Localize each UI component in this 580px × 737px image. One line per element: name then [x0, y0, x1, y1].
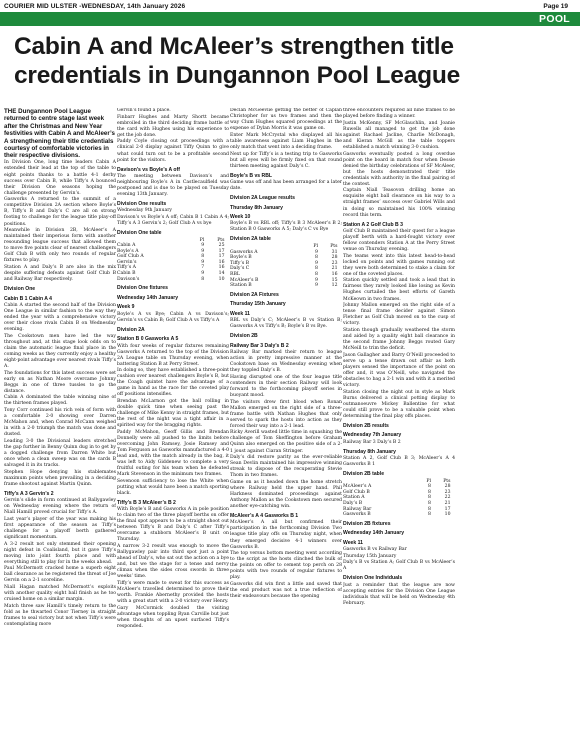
paragraph: RBL vs Daly’s C; McAleer’s B vs Station B; Gasworks A vs Tiffy’s B; Boyle’s B vs Bye.: [230, 318, 342, 330]
paragraph: Stephen Hope denying his stablemates maximum points when prevailing in a deciding frame shootout against Martin Quinn.: [4, 469, 116, 487]
article-column-2: [117, 108, 229, 730]
team-name-cell: Station B: [230, 283, 252, 289]
table-value-cell: 14: [218, 271, 225, 277]
table-value-cell: 9: [201, 271, 205, 277]
table-value-cell: 8: [428, 495, 431, 501]
table-value-cell: 17: [444, 506, 451, 512]
subheading: Wednesday 14th January: [117, 294, 179, 301]
paragraph: The teams went into this latest head-to-head locked on points and with games running out they were both determined to stake a claim for one of the coveted places.: [343, 253, 455, 277]
paragraph: Gervin’s slide in form continued at Ballygawley on Wednesday evening where the return of Niall Hamill proved crucial for Tiffy’s A.: [4, 498, 116, 516]
paragraph: Game on as it headed down the home stretch where Railway held the upper hand. Phil Harkness dominated proceedings against Anthony Mallon as the Cookstown men secured another eye-catching win.: [230, 479, 342, 510]
subheading: Week 11: [230, 310, 251, 317]
paragraph: Brendan McLarnon got the ball rolling in double quick time when seeing past the challenge of Mike Kenny in straight frames, but the rest of the night was a tight affair in a spirited way for the bragging rights.: [117, 399, 229, 429]
table-value-cell: 9: [201, 248, 205, 254]
table-value-cell: 8: [201, 276, 205, 282]
table-header-cell: Pts: [217, 237, 225, 243]
table-value-cell: 8: [428, 500, 431, 506]
paragraph: three encounters required all nine frames to be played before finding a winner.: [343, 108, 455, 120]
table-value-cell: 9: [201, 243, 205, 249]
subheading: Thursday 8th January: [230, 204, 283, 211]
table-value-cell: 16: [331, 271, 338, 277]
paragraph: Station though gradually weathered the storm and aided by a quality eight ball clearance in the second frame Johnny Beggs routed Gary McNeill to trim the deficit.: [343, 327, 455, 352]
table-header-cell: Pl: [313, 244, 318, 249]
subheading: Division 2B: [230, 333, 258, 340]
paragraph: Boyle’s B vs RBL off; Tiffy’s B 3 McAleer’s B 2; Station B 0 Gasworks A 5; Daly’s C vs Bye: [230, 221, 342, 233]
subheading: Thursday 8th January: [343, 448, 396, 455]
paragraph: Thursday 15th January: [343, 553, 397, 559]
table-header-cell: Pts: [330, 244, 338, 249]
paragraph: Gasworks A returned to the summit of a competitive Division 2A section where Boyle’s B, Tiffy’s B and Daly’s C are all on strong footing to challenge for the league title play-off positions.: [4, 197, 116, 227]
paragraph: Niall Hagan matched McDermott’s exploits with another quality eight ball finish as he too cruised home on a similar margin.: [4, 585, 116, 603]
paragraph: Golf Club B maintained their quest for a league playoff berth with a hard-fought victory over fellow contenders Station A at the Perry Street venue on Thursday evening.: [343, 228, 455, 252]
table-value-cell: 8: [428, 506, 431, 512]
paragraph: A narrow 3-2 result was enough to move the Ballygawley pair into third spot just a point ahead of Daly’s, who sat out the action on a bye and, but we the stage for a tense and nervy climax when the sides cross swords in three weeks’ time.: [117, 544, 229, 580]
paragraph: Paddy McMahon, Geoff Gillis and Brendan Donnelly were all pushed to the limits before overcoming John Ramsey, Josie Ramsey and Tom Ferguson as Gasworks manufactured a 4-0 lead and, with the match already in the bag, it was left to Aidy Giddenew to complete a very fruitful outing for his team when he defeated Mark Stevenson in the minimum two frames.: [117, 429, 229, 478]
paragraph: The visitors drew first blood when Ronan Mallon emerged on the right side of a three-frame battle with Nathan Hughes that only served to spark the hosts into action as they forced their way into a 2-1 lead.: [230, 399, 342, 429]
table-value-cell: 9: [315, 277, 318, 283]
team-name-cell: Railway Bar: [343, 506, 372, 512]
table-value-cell: 12: [331, 283, 338, 289]
paragraph: Game was off and has been arranged for a later date.: [230, 179, 342, 191]
subheading: Boyle’s B vs RBL: [230, 172, 272, 179]
lede-paragraph: THE Dungannon Pool League returned to centre stage last week after the Christmas and New Year festivities with Cabin A and McAleer’s A strengthening their title credentials courtesy of comfortable victories in their respective divisions.: [4, 108, 115, 160]
paragraph: Wednesday 9th January: [117, 208, 172, 214]
subheading: Division One results: [117, 200, 167, 207]
paragraph: Station closing the night out in style as Mark Burns delivered a clinical potting display to outmanoeuvre Mickey Ballentine for what could still prove to be a valuable point when determining the final play offs places.: [343, 389, 455, 419]
paragraph: Tony Corr continued his rich vein of form with a comfortable 2-0 showing over Darren McMahon and, when Conrad McCann weighed in with a 2-0 triumph the match was done and dusted.: [4, 408, 116, 438]
paragraph: Railway Bar 3 Daly’s B 2: [343, 439, 401, 445]
paragraph: Cabin A dominated the table winning nine of the thirteen frames played.: [4, 395, 116, 407]
team-name-cell: Cabin B: [117, 271, 136, 277]
paragraph: Declan McGeevlie getting the better of Caplan Christopher for us two frames and then the way Clum Hughes squared proceedings at the expense of Dylan Morris it was game on.: [230, 108, 342, 132]
subheading: Thursday 15th January: [230, 301, 286, 308]
subheading: Wednesday 14th January: [343, 530, 405, 537]
table-value-cell: 21: [444, 500, 451, 506]
paragraph: Finbarr Hughes and Marty Shortt became embroiled in the third deciding frame battle of the card with Hughes using his experience to get the job done.: [117, 114, 229, 138]
subheading: Division One fixtures: [117, 285, 168, 292]
team-name-cell: McAleer’s A: [343, 484, 372, 490]
league-table: [230, 244, 338, 289]
subheading: Cabin B 1 Cabin A 4: [4, 295, 53, 302]
article-column-4: [343, 108, 455, 730]
paragraph: Match three saw Hamill’s timely return to the fold as he thwarted Conor Tierney in straight frames to seal victory but not when Tiffy’s were contemplating more: [4, 603, 116, 627]
subheading: Division One table: [117, 229, 162, 236]
table-header-cell: Pl: [426, 478, 431, 484]
paragraph: Sevenoon sufficiency to lose the White when putting what would have been a match sporting black.: [117, 478, 229, 496]
article-column-1: [4, 108, 116, 730]
paragraph: Daly’s did restore parity as the ever-reliable Sean Devlin maintained his impressive winning streak to dispose of the recuperating Stevie Thom in two frames.: [230, 455, 342, 479]
paragraph: Paul McDermott cracked home a superb eight ball clearance as he registered the threat of Joe Gervin on a 2-1 scoreline.: [4, 566, 116, 584]
table-value-cell: 15: [331, 277, 338, 283]
table-value-cell: 8: [201, 254, 205, 260]
table-row: [230, 283, 338, 289]
paragraph: Station quickly settled and took a lead that in fairness they rarely looked like losing as Kevin Hughes curtailed the best efforts of Gareth McKeown in two frames.: [343, 278, 455, 302]
paragraph: Davison’s vs Boyle’s A off; Cabin B 1 Cabin A 4; Tiffy’s A 3 Gervin’s 2; Golf Club A vs bye: [117, 214, 229, 226]
table-value-cell: 23: [331, 260, 338, 266]
paragraph: Gasworks B vs Railway Bar: [343, 547, 407, 553]
team-name-cell: Boyle’s A: [117, 248, 139, 254]
paragraph: In doing so, they have established a three-point cushion over nearest challengers Boyle’s B, but the Coagh quintet have the advantage of a game in hand as the race for the coveted play off positions intensifies.: [117, 368, 229, 398]
paragraph: Next up for Tiffy’s is a testing trip to Gasworks but all eyes will be firmly fixed on that round thirteen meeting against Daly’s C.: [230, 151, 342, 169]
paragraph: Daly’s B vs Station A; Golf Club B vs McAleer’s A: [343, 560, 455, 572]
table-value-cell: 7: [201, 265, 205, 271]
paragraph: Ricky Averill wasted little time in squashing the challenge of Tom Skeffington before Graham Quinn also emerged on the positive side of a 2-1 joust against Ciaran Stringer.: [230, 430, 342, 454]
table-value-cell: 17: [218, 254, 225, 260]
subheading: Week 10: [230, 214, 251, 221]
subheading: Davison’s vs Boyle’s A off: [117, 166, 180, 173]
subheading: Division 2A Fixtures: [230, 291, 279, 298]
subheading: Division One Individuals: [343, 575, 403, 582]
subheading: McAleer’s A 4 Gasworks B 1: [230, 513, 299, 520]
subheading: Station B 0 Gasworks A 5: [117, 336, 179, 343]
table-value-cell: 31: [331, 249, 338, 255]
paragraph: Just a reminder that the league are now accepting entries for the Division One League individuals that will be held on Wednesday 4th February.: [343, 582, 455, 606]
subheading: Wednesday 7th January: [343, 432, 402, 439]
table-value-cell: 25: [218, 243, 225, 249]
paragraph: Gary McCormick doubled the visiting advantage when toppling Ryan Carville but just when thoughts of an upset surfaced Tiffy’s responded.: [117, 605, 229, 629]
table-value-cell: 17: [218, 248, 225, 254]
paragraph: Justin McKenny, SF McGlauchlin, and Joanie Ruwells all managed to get the job done against Rachael Jacline, Charlie McDonagh, and Kieran McGill as the table toppers established a match winning 3-0 cushion.: [343, 120, 455, 150]
paragraph: Meanwhile in Division 2B, McAleer’s A maintained their imperious form with another resounding league success that allowed them to move five points clear of nearest challengers Golf Club B with only two rounds of regular fixtures to play.: [4, 228, 116, 264]
paragraph: Station A 2, Golf Club B 3; McAleer’s A 4 Gasworks B 1: [343, 455, 455, 467]
paragraph: In Division One, long time leaders Cabin A extended their lead at the top of the table to eight points thanks to a battle 4-1 derby success over Cabin B, while Tiffy’s A bounced their Division One seasons hoping the challenge presented by Gervin’s.: [4, 160, 116, 196]
team-name-cell: Gasworks B: [343, 512, 371, 518]
team-name-cell: McAleer’s B: [230, 277, 259, 283]
paragraph: Boyle’s A vs Bye; Cabin A vs Davison’s; Gervin’s vs Cabin B; Golf Club A vs Tiffy’s A: [117, 311, 229, 323]
subheading: Division 2A table: [230, 236, 271, 243]
table-value-cell: 28: [444, 484, 451, 490]
subheading: Division 2B table: [343, 470, 385, 477]
subheading: Railway Bar 3 Daly’s B 2: [230, 342, 289, 349]
team-name-cell: Gervin’s: [117, 259, 137, 265]
team-name-cell: Boyle’s B: [230, 255, 252, 261]
subheading: Tiffy’s B 3 McAleer’s B 2: [117, 500, 176, 507]
paragraph: The foundations for this latest success were set early on as Nathan Moore overcame Johnny Beggs in one of three tussles to go the distance.: [4, 370, 116, 394]
paragraph: Railway Bar marked their return to league action in pretty impressive manner at the Cookstown base on Wednesday evening when they toppled Daly’s B.: [230, 350, 342, 374]
paragraph: With Boyle’s B and Gasworks A in pole position to claim two of the three playoff berths on offer the final spot appears to be a straight shoot out between Tiffy’s B and Daly’s C after Tiffy’s overcame a stubborn McAleer’s B unit on Thursday.: [117, 507, 229, 543]
table-value-cell: 22: [444, 495, 451, 501]
table-value-cell: 8: [315, 266, 318, 272]
paragraph: The meeting between Davison’s and neighbouring Boyle’s A in Castlecaulfield was postponed and is due to be played on Tuesday evening 13th January.: [117, 173, 229, 197]
paragraph: The top versus bottom meeting went according to the script as the hosts clinched the bulk of the points on offer to cement top perch on 28 points with two rounds of regular fixtures to play.: [230, 551, 342, 581]
table-value-cell: 9: [315, 283, 318, 289]
paragraph: With four weeks of regular fixtures remaining Gasworks A returned to the top of the Division 2A League table on Thursday evening, when battering Station B at Perry Street.: [117, 343, 229, 367]
subheading: Week 9: [117, 304, 135, 311]
table-value-cell: 28: [331, 255, 338, 261]
paragraph: Gasworks did win first a little and saved that the end product was not a true reflection of their endeavours because the opening: [230, 582, 342, 600]
subheading: Tiffy’s A 3 Gervin’s 2: [4, 490, 54, 497]
paragraph: A 3-2 result not only stemmed their opening night defeat in Coalisland, but it gave Tiffy’s moving into joint fourth place and with everything still to play for in the weeks ahead.: [4, 541, 116, 565]
headline: Cabin A and McAleer’s strengthen title credentials in Dungannon Pool League: [14, 33, 461, 89]
subheading: Division 2B fixtures: [343, 520, 391, 527]
team-name-cell: Daly’s B: [343, 500, 363, 506]
table-value-cell: 9: [201, 259, 205, 265]
newspaper-dateline: COURIER MID ULSTER -WEDNESDAY, 14th January 2026: [4, 3, 186, 10]
paragraph: Last year’s player of the year was making his first appearance of the season as Tiffy’s challenge for a playoff berth gathered significant momentum.: [4, 516, 116, 540]
table-value-cell: 9: [315, 249, 318, 255]
paragraph: Tiffy’s were made to sweat for this success as McAleer’s travelled determined to prove their worth. Frankie Abernethy provided the hosts with a great start with a 2-0 victory over Henry.: [117, 580, 229, 605]
paragraph: Gervin’s found a place.: [117, 108, 171, 113]
paragraph: Johnny Mallon emerged on the right side of a tense final frame decider against Simon Fletcher as Golf Club moved on to the cusp of victory.: [343, 303, 455, 327]
team-name-cell: Tiffy’s B: [230, 260, 250, 266]
table-value-cell: 21: [331, 266, 338, 272]
team-name-cell: Cabin A: [117, 243, 136, 249]
section-band: [0, 12, 580, 26]
table-value-cell: 8: [315, 255, 318, 261]
table-value-cell: 8: [428, 512, 431, 518]
paragraph: The Cookstown men have led the way throughout and, at this stage look odds on to claim the automatic league final place in the coming weeks as they currently enjoy a healthy eight-point advantage over nearest rivals Tiffy’s A.: [4, 333, 116, 369]
paragraph: Captain Niall Teasovon drilling home an exquisite eight ball clearance on his way to a straight frames’ success over Gabriel Wills and in doing so maintained his 100% winning record this term.: [343, 188, 455, 218]
team-name-cell: RBL: [230, 271, 240, 277]
subheading: Division One: [4, 286, 36, 293]
subheading: Week 11: [343, 539, 364, 546]
team-name-cell: Golf Club A: [117, 254, 144, 260]
table-value-cell: 16: [218, 259, 225, 265]
league-table: [117, 238, 225, 283]
table-value-cell: 23: [444, 489, 451, 495]
paragraph: Cabin A started the second half of the Division One League in similar fashion to the way they ended the year with a comprehensive victory over their close rivals Cabin B on Wednesday evening.: [4, 302, 116, 333]
subheading: Division 2A: [117, 326, 145, 333]
subheading: Division 2B results: [343, 422, 389, 429]
paragraph: Station A and Daly’s B are also in the mix despite suffering defeats against Golf Club B and Railway Bar respectively.: [4, 265, 116, 283]
table-row: [343, 512, 451, 518]
table-value-cell: 10: [444, 512, 451, 518]
table-value-cell: 10: [218, 276, 225, 282]
paragraph: Jason Gallagher and Barry O’Neill proceeded to serve up a tense drawn out affair as both players sensed the importance of the point on offer and, it was O’Neill, who navigated the obstacles to bag a 2-1 win and with it a merited victory.: [343, 352, 455, 388]
article-column-3: [230, 108, 342, 730]
paragraph: Gasworks eventually posted a long overdue point on the board in match four when Dessie denied the birthday celebrations of SF McAleer, but the hosts demonstrated their title credentials with authority in the final pairing of the contest.: [343, 151, 455, 187]
paragraph: Enter Mark McCrystal who displayed all his table awareness against Liam Hughes in the only match that went into a deciding frame.: [230, 132, 342, 150]
subheading: Station A 2 Golf Club B 3: [343, 221, 403, 228]
team-name-cell: Gasworks A: [230, 249, 258, 255]
article-body: [4, 108, 572, 730]
subheading: Division 2A League results: [230, 194, 295, 201]
team-name-cell: Tiffy’s A: [117, 265, 136, 271]
team-name-cell: Golf Club B: [343, 489, 370, 495]
paragraph: Leading 3-0 the Divisional leaders stretched the gap further in Benny Quinn dug in to get by a dogged challenge from Darren White but once when a clean sweep was on the cards B salvaged it in its tracks.: [4, 438, 116, 469]
table-value-cell: 16: [218, 265, 225, 271]
table-value-cell: 8: [315, 271, 318, 277]
paragraph: McAleer’s A all but confirmed their participation in the forthcoming Division Two league title play offs on Thursday night, when they emerged decisive 4-1 winners over Gasworks B.: [230, 520, 342, 550]
team-name-cell: Davison’s: [117, 276, 140, 282]
table-header-cell: Pts: [443, 478, 451, 484]
team-name-cell: Daly’s C: [230, 266, 250, 272]
paragraph: Having disrupted one of the four league title contenders in their section Railway will look forward to the forthcoming playoff series in buoyant mood.: [230, 374, 342, 398]
table-row: [117, 277, 225, 283]
team-name-cell: Station A: [343, 495, 365, 501]
paragraph: Paddy Coyle closing out proceedings with a clinical 2-0 display against Tiffy Quinn to give what could turn out to be a profitable second point for the visitors.: [117, 139, 229, 163]
table-value-cell: 9: [315, 260, 318, 266]
league-table: [343, 479, 451, 518]
table-value-cell: 8: [428, 489, 431, 495]
table-header-cell: Pl: [199, 237, 205, 243]
page-number: Page 19: [543, 3, 568, 10]
section-label: POOL: [539, 13, 570, 25]
table-value-cell: 8: [428, 484, 431, 490]
